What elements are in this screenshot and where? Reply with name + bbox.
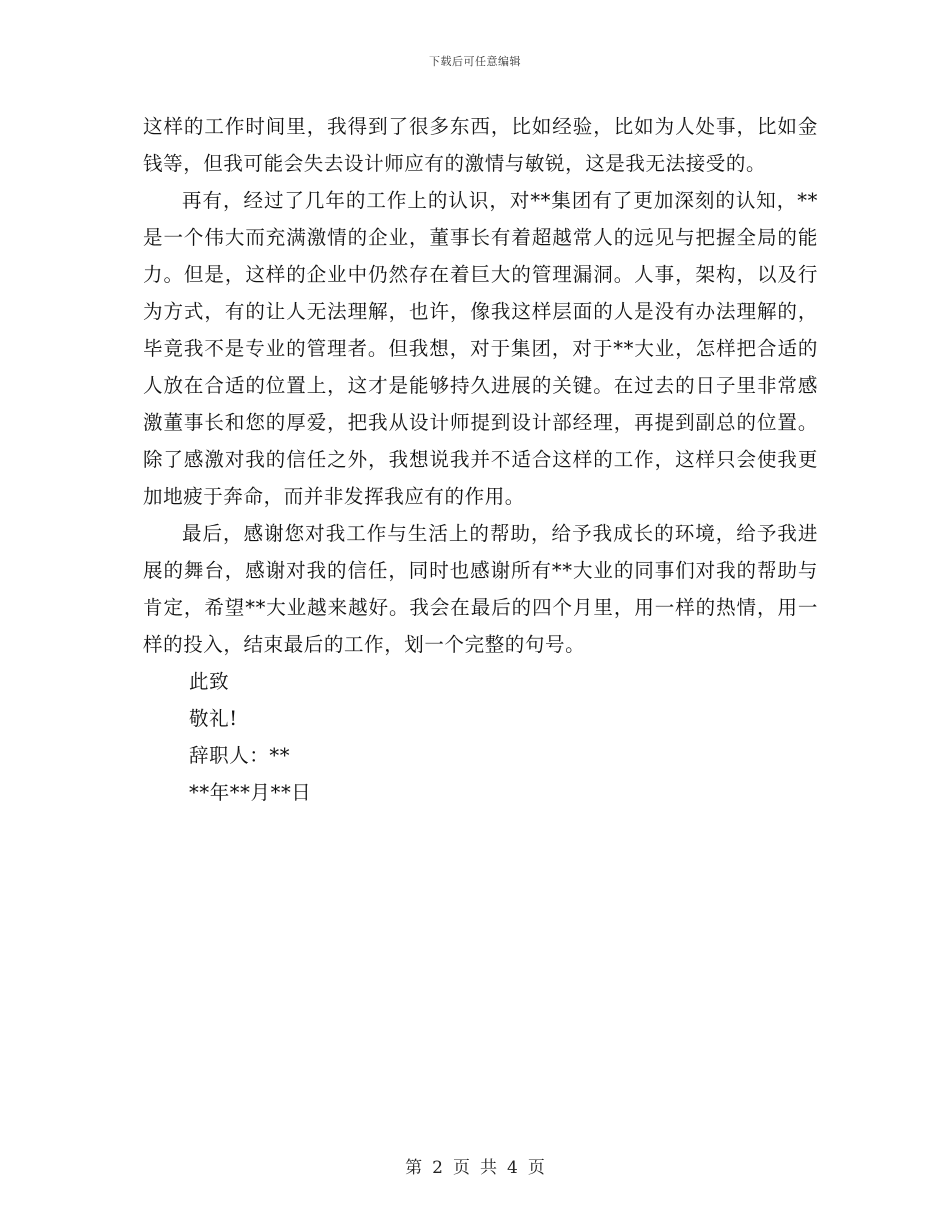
letter-closing [143,663,818,811]
closing-signer: 辞职人：** [189,744,291,767]
total-label-suffix: 页 [527,1158,545,1178]
closing-date: **年**月**日 [189,781,312,804]
paragraph-1: 这样的工作时间里，我得到了很多东西，比如经验，比如为人处事，比如金钱等，但我可能会失去设计师应有的激情与敏锐，这是我无法接受的。 [143,115,818,175]
total-label-prefix: 共 [480,1158,497,1178]
page-label-prefix: 第 [405,1158,423,1178]
page-label-mid: 页 [453,1158,470,1178]
page-header: 下载后可任意编辑 [429,55,521,68]
page-footer [0,1153,950,1178]
paragraph-2: 再有，经过了几年的工作上的认识，对**集团有了更加深刻的认知，**是一个伟大而充满激情的企业，董事长有着超越常人的远见与把握全局的能力。但是，这样的企业中仍然存在着巨大的管理漏洞。人事，架构，以及行为方式，有的让人无法理解，也许，像我这样层面的人是没有办法理解的，毕竟我不是专业的管理者。但我想，对于集团，对于**大业，怎样把合适的人放在合适的位置上，这才是能够持久进展的关键。在过去的日子里非常感激董事长和您的厚爱，把我从设计师提到设计部经理，再提到副总的位置。除了感激对我的信任之外，我想说我并不适合这样的工作，这样只会使我更加地疲于奔命，而并非发挥我应有的作用。 [143,189,818,508]
current-page-number: 2 [432,1158,443,1178]
paragraph-3: 最后，感谢您对我工作与生活上的帮助，给予我成长的环境，给予我进展的舞台，感谢对我的信任，同时也感谢所有**大业的同事们对我的帮助与肯定，希望**大业越来越好。我会在最后的四个月里，用一样的热情，用一样的投入，结束最后的工作，划一个完整的句号。 [143,522,818,656]
closing-salutation: 此致 [189,670,230,693]
closing-regards: 敬礼! [189,707,238,730]
total-page-number: 4 [507,1158,518,1178]
letter-body [143,108,818,811]
